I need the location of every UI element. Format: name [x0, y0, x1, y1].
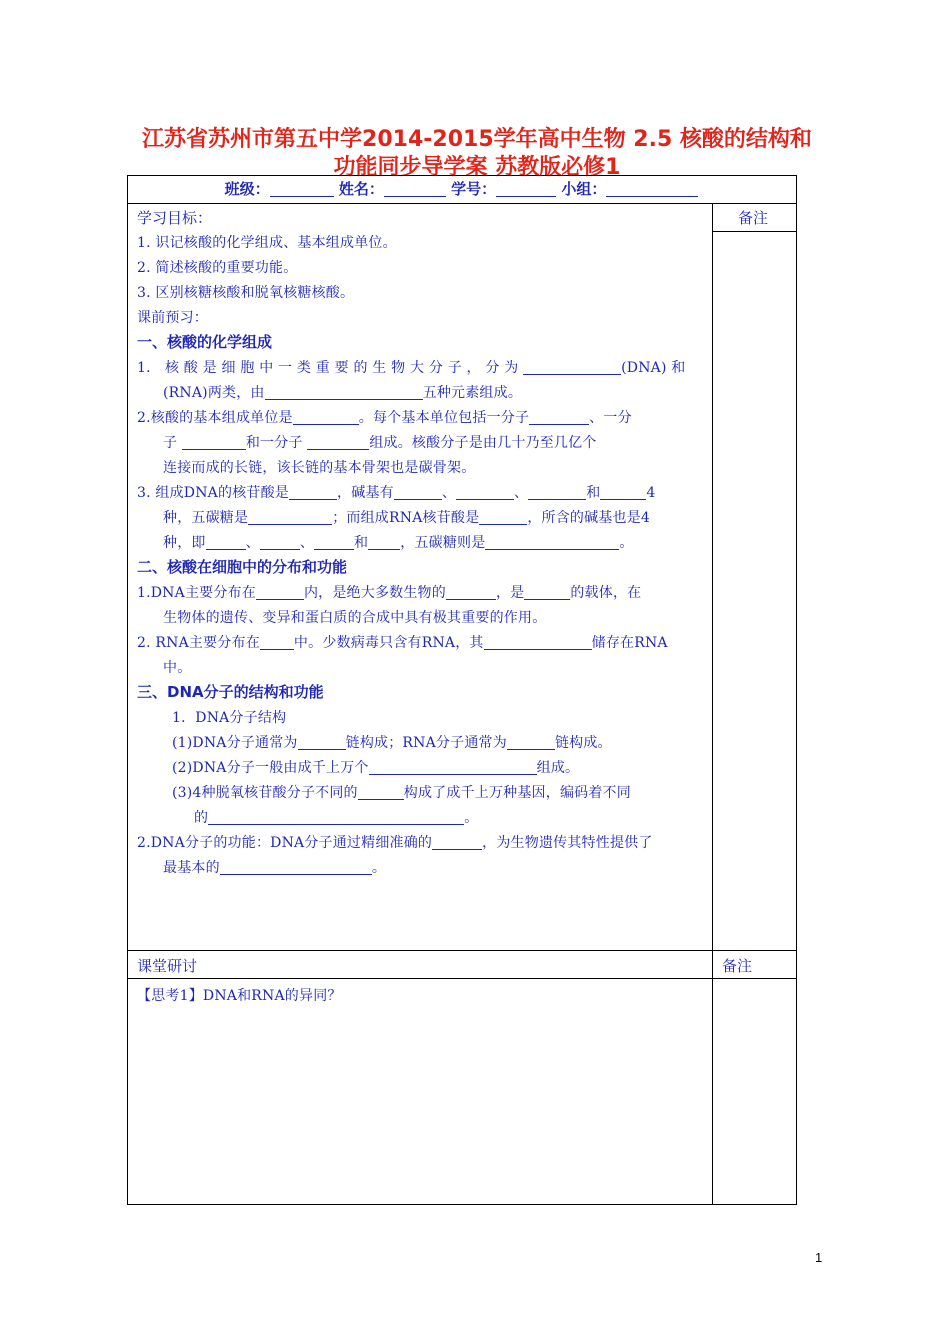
s1-q2-line1: 2.核酸的基本组成单位是 。每个基本单位包括一分子 、一分 [137, 410, 632, 426]
fill-blank[interactable] [314, 534, 354, 550]
fill-blank[interactable] [369, 759, 537, 775]
section-heading-1: 一、核酸的化学组成 [137, 333, 273, 351]
s1-q3-line2: 种，五碳糖是 ；而组成RNA核苷酸是 ，所含的碱基也是4 [163, 510, 651, 526]
s3-item3-line1: (3)4种脱氧核苷酸分子不同的 构成了成千上万种基因，编码着不同 [172, 785, 631, 801]
s2-q2-line1: 2. RNA主要分布在 中。少数病毒只含有RNA，其 储存在RNA [137, 635, 668, 651]
fill-blank[interactable] [446, 584, 496, 600]
objective-3: 3. 区别核糖核酸和脱氧核糖核酸。 [137, 285, 355, 301]
s3-item2: (2)DNA分子一般由成千上万个 组成。 [172, 760, 580, 776]
page-number: 1 [815, 1250, 823, 1265]
fill-blank[interactable] [182, 434, 246, 450]
fill-blank[interactable] [529, 409, 589, 425]
page-title-line-1: 江苏省苏州市第五中学2014-2015学年高中生物 2.5 核酸的结构和 [142, 127, 812, 152]
fill-blank[interactable] [307, 434, 369, 450]
s3-item1: (1)DNA分子通常为 链构成；RNA分子通常为 链构成。 [172, 735, 612, 751]
fill-blank[interactable] [248, 509, 332, 525]
fill-blank[interactable] [368, 534, 400, 550]
fill-blank[interactable] [528, 484, 586, 500]
fill-blank[interactable] [260, 534, 300, 550]
class-label: 班级： [224, 180, 270, 198]
classroom-label: 课堂研讨 [137, 957, 198, 975]
divider [712, 203, 713, 1205]
fill-blank[interactable] [206, 534, 246, 550]
notes-label: 备注 [738, 209, 769, 227]
section-heading-3: 三、DNA分子的结构和功能 [137, 683, 324, 701]
student-info-row [128, 176, 795, 203]
fill-blank[interactable] [220, 859, 372, 875]
class-blank[interactable] [270, 178, 334, 197]
s3-function-line1: 2.DNA分子的功能：DNA分子通过精细准确的 ，为生物遗传其特性提供了 [137, 835, 653, 851]
fill-blank[interactable] [293, 409, 359, 425]
fill-blank[interactable] [298, 734, 346, 750]
page-title-line-2: 功能同步导学案 苏教版必修1 [333, 155, 621, 180]
objective-2: 2. 简述核酸的重要功能。 [137, 260, 298, 276]
s2-q2-line2: 中。 [163, 660, 192, 676]
group-label: 小组： [561, 180, 607, 198]
fill-blank[interactable] [507, 734, 555, 750]
s1-q3-line3: 种，即 、 、 和 ，五碳糖则是 。 [163, 535, 634, 551]
objective-1: 1. 识记核酸的化学组成、基本组成单位。 [137, 235, 397, 251]
s1-q2-line3: 连接而成的长链，该长链的基本骨架也是碳骨架。 [163, 460, 476, 476]
student-id-blank[interactable] [496, 178, 556, 197]
fill-blank[interactable] [358, 784, 404, 800]
fill-blank[interactable] [265, 384, 423, 400]
fill-blank[interactable] [432, 834, 482, 850]
s1-q3-line1: 3. 组成DNA的核苷酸是 ，碱基有 、 、 和 4 [137, 485, 656, 501]
fill-blank[interactable] [208, 809, 464, 825]
think-question-1: 【思考1】DNA和RNA的异同？ [137, 988, 342, 1004]
fill-blank[interactable] [456, 484, 514, 500]
classroom-notes-label: 备注 [722, 957, 753, 975]
s1-q1-line1: 1． 核 酸 是 细 胞 中 一 类 重 要 的 生 物 大 分 子 ， 分 为 (DNA) 和 [137, 360, 686, 376]
fill-blank[interactable] [484, 634, 592, 650]
name-blank[interactable] [384, 178, 446, 197]
fill-blank[interactable] [260, 634, 294, 650]
s2-q1-line2: 生物体的遗传、变异和蛋白质的合成中具有极其重要的作用。 [163, 610, 547, 626]
divider [127, 950, 797, 951]
name-label: 姓名： [338, 180, 384, 198]
fill-blank[interactable] [256, 584, 304, 600]
fill-blank[interactable] [485, 534, 619, 550]
fill-blank[interactable] [479, 509, 527, 525]
fill-blank[interactable] [600, 484, 646, 500]
s1-q1-line2: (RNA)两类，由 五种元素组成。 [163, 385, 523, 401]
fill-blank[interactable] [289, 484, 337, 500]
s3-item3-line2: 的 。 [194, 810, 479, 826]
divider [127, 978, 797, 979]
s3-sub1: 1．DNA分子结构 [172, 710, 287, 726]
fill-blank[interactable] [394, 484, 442, 500]
student-id-label: 学号： [451, 180, 497, 198]
s2-q1-line1: 1.DNA主要分布在 内，是绝大多数生物的 ，是 的载体，在 [137, 585, 642, 601]
s1-q2-line2: 子 和一分子 组成。核酸分子是由几十乃至几亿个 [163, 435, 597, 451]
s3-function-line2: 最基本的 。 [163, 860, 387, 876]
divider [127, 203, 797, 204]
fill-blank[interactable] [524, 584, 570, 600]
section-heading-2: 二、核酸在细胞中的分布和功能 [137, 558, 348, 576]
fill-blank[interactable] [523, 359, 621, 375]
divider [712, 231, 797, 232]
preview-label: 课前预习： [137, 310, 208, 326]
group-blank[interactable] [606, 178, 698, 197]
objectives-label: 学习目标： [137, 209, 213, 227]
